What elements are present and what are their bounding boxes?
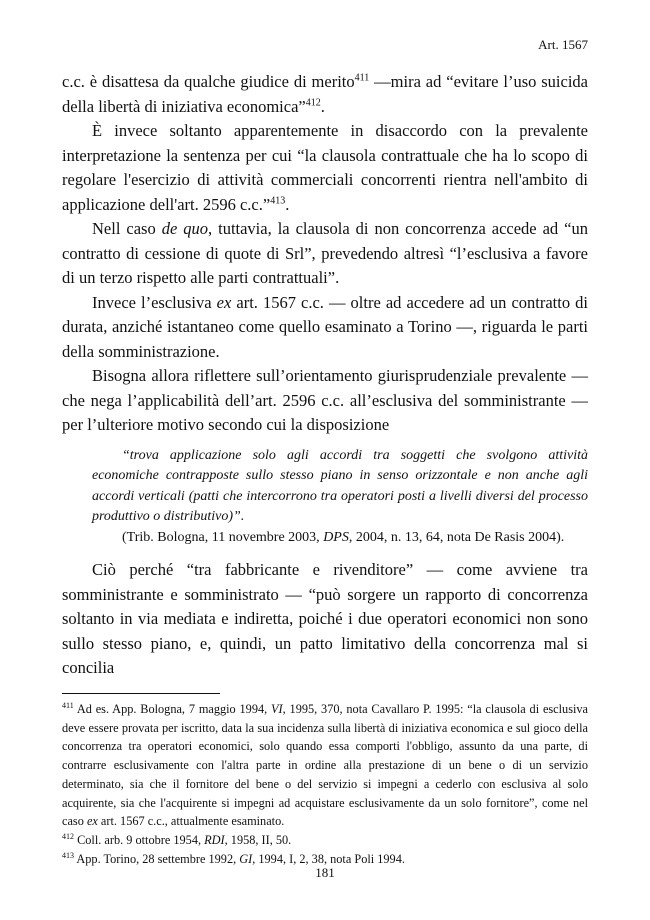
main-text xyxy=(62,70,588,681)
footnote-413: $^{413}$ App. Torino, 28 settembre 1992, GI, 1994, I, 2, 38, nota Poli 1994. xyxy=(62,850,405,866)
paragraph-5: Bisogna allora riflettere sull’orientamento giurisprudenziale prevalente — che nega l’applicabilità dell’art. 2596 c.c. all’esclusiva del somministrante —per l’ulteriore motivo secondo cui la disposizione xyxy=(62,366,588,434)
quote-source: (Trib. Bologna, 11 novembre 2003, DPS, 2004, n. 13, 64, nota De Rasis 2004). xyxy=(122,529,565,545)
paragraph-6: Ciò perché “tra fabbricante e rivenditore” — come avviene tra somministrante e somministrato — “può sorgere un rapporto di concorrenza soltanto in via mediata e indiretta, poiché i due operatori economici non sono sullo stesso piano, e, quindi, un patto limitativo della concorrenza mal si concilia xyxy=(62,560,588,677)
paragraph-1: c.c. è disattesa da qualche giudice di merito$^{411}$ —mira ad “evitare l’uso suicida della libertà di iniziativa economica”$^{412}$. xyxy=(62,72,588,116)
footnote-ref-411[interactable]: 411 xyxy=(354,72,370,84)
block-quote xyxy=(92,446,588,549)
paragraph-2: È invece soltanto apparentemente in disaccordo con la prevalente interpretazione la sentenza per cui “la clausola contrattuale che ha lo scopo di regolare l'esercizio di attività commerciali concorrenti rientra nell'ambito di applicazione dell'art. 2596 c.c.”$^{413}$. xyxy=(62,121,588,214)
paragraph-4: Invece l’esclusiva ex art. 1567 c.c. — oltre ad accedere ad un contratto di durata, anziché istantaneo come quello esaminato a Torino —, riguarda le parti della somministrazione. xyxy=(62,292,588,361)
footnote-ref-412[interactable]: 412 xyxy=(305,97,321,108)
footnotes xyxy=(62,700,588,868)
footnote-ref-413[interactable]: 413 xyxy=(270,195,286,206)
footnote-411: $^{411}$ Ad es. App. Bologna, 7 maggio 1994, VI, 1995, 370, nota Cavallaro P. 1995: “la clausola di esclusiva deve essere provata per iscritto, data la sua incidenza sulla libertà di iniziativa economica e sul gioco della concorrenza tra operatori economici, solo quando essa comporti l'obbligo, assunto da una parte, di contrarre esclusivamente con l'altra parte in ordine alla prestazione di un bene o di un servizio determinato, sia che il fornitore del bene o del servizio si impegni a cederlo con esclusiva al solo acquirente, sia che l'acquirente si impegni ad acquistare esclusivamente da un solo fornitore”, come nel caso ex art. 1567 c.c., attualmente esaminato. xyxy=(62,700,589,829)
quote-text: “trova applicazione solo agli accordi tra soggetti che svolgono attività economiche contrapposte sullo stesso piano in senso orizzontale e non anche agli accordi verticali (patti che intercorrono tra operatori posti a livelli diversi del processo produttivo o distributivo)”. xyxy=(92,447,588,524)
footnote-412: $^{412}$ Coll. arb. 9 ottobre 1954, RDI, 1958, II, 50. xyxy=(62,831,292,847)
page-number: 181 xyxy=(315,865,335,880)
running-header: Art. 1567 xyxy=(538,37,588,52)
footnote-separator xyxy=(62,693,220,694)
paragraph-3: Nell caso de quo, tuttavia, la clausola di non concorrenza accede ad “un contratto di cessione di quote di Srl”, prevedendo altresì “l’esclusiva a favore di un terzo rispetto alle parti contrattuali”. xyxy=(62,219,588,287)
